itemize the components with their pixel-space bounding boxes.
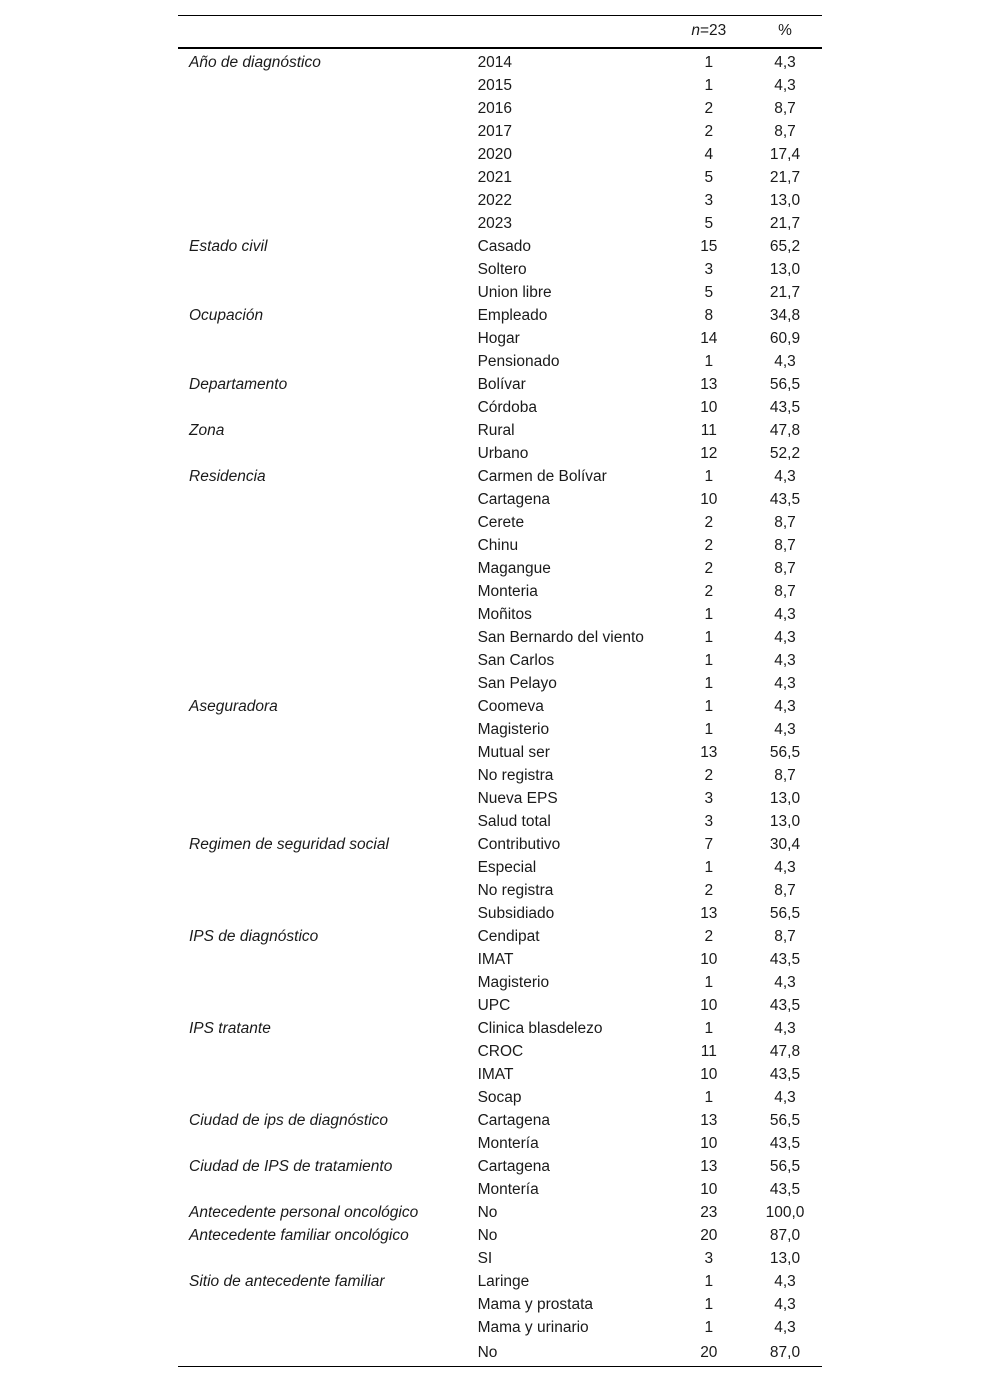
category-cell: Urbano (477, 444, 529, 462)
header-n-value: =23 (699, 22, 727, 40)
category-cell: Cartagena (477, 1111, 550, 1129)
pct-cell: 43,5 (769, 398, 801, 416)
variable-cell (178, 902, 478, 925)
header-n-italic: n (691, 22, 700, 40)
pct-cell: 65,2 (769, 237, 801, 255)
n-cell: 1 (704, 697, 714, 715)
table-row (178, 948, 822, 971)
pct-cell: 4,3 (774, 1272, 796, 1290)
category-cell: Cendipat (477, 927, 540, 945)
pct-cell: 56,5 (769, 904, 801, 922)
pct-cell: 56,5 (769, 1111, 801, 1129)
n-cell: 10 (700, 996, 718, 1014)
table-row (178, 1339, 822, 1367)
category-cell: Cerete (477, 513, 525, 531)
category-cell: No (478, 1339, 678, 1367)
category-cell: Cartagena (477, 1157, 550, 1175)
variable-cell: Regimen de seguridad social (189, 835, 389, 853)
variable-cell: Departamento (189, 375, 288, 393)
n-cell: 20 (678, 1339, 740, 1367)
pct-cell: 4,3 (774, 605, 796, 623)
category-cell: Nueva EPS (477, 789, 558, 807)
table-row (178, 1017, 822, 1040)
category-cell: Bolívar (477, 375, 526, 393)
n-cell: 1 (704, 1019, 714, 1037)
n-cell: 3 (704, 789, 714, 807)
pct-cell: 8,7 (774, 766, 796, 784)
table-row (178, 695, 822, 718)
category-cell: Casado (477, 237, 531, 255)
table-row (178, 534, 822, 557)
pct-cell: 47,8 (769, 421, 801, 439)
variable-cell (178, 350, 478, 373)
category-cell: Especial (477, 858, 537, 876)
n-cell: 2 (704, 99, 714, 117)
pct-cell: 8,7 (774, 881, 796, 899)
category-cell: Montería (477, 1180, 539, 1198)
n-cell: 5 (704, 168, 714, 186)
n-cell: 13 (700, 904, 718, 922)
n-cell: 1 (704, 76, 714, 94)
variable-cell (178, 488, 478, 511)
n-cell: 1 (704, 720, 714, 738)
category-cell: Monteria (477, 582, 538, 600)
pct-cell: 4,3 (774, 467, 796, 485)
pct-cell: 8,7 (774, 927, 796, 945)
table-row (178, 97, 822, 120)
table-row (178, 764, 822, 787)
table-row (178, 741, 822, 764)
category-cell: Moñitos (477, 605, 532, 623)
table-row (178, 48, 822, 74)
variable-cell (178, 948, 478, 971)
table-row (178, 810, 822, 833)
pct-cell: 8,7 (774, 513, 796, 531)
n-cell: 2 (704, 927, 714, 945)
n-cell: 1 (704, 467, 714, 485)
pct-cell: 56,5 (769, 743, 801, 761)
category-cell: 2021 (477, 168, 513, 186)
n-cell: 1 (704, 352, 714, 370)
table-row (178, 1178, 822, 1201)
pct-cell: 34,8 (769, 306, 801, 324)
category-cell: 2023 (477, 214, 513, 232)
variable-cell: Ciudad de ips de diagnóstico (189, 1111, 389, 1129)
variable-cell (178, 281, 478, 304)
category-cell: Cartagena (477, 490, 550, 508)
pct-cell: 21,7 (769, 214, 801, 232)
n-cell: 1 (704, 1295, 714, 1313)
pct-cell: 56,5 (769, 375, 801, 393)
variable-cell (178, 120, 478, 143)
category-cell: No registra (477, 881, 554, 899)
pct-cell: 8,7 (774, 122, 796, 140)
table-row (178, 74, 822, 97)
n-cell: 1 (704, 858, 714, 876)
header-variable (178, 16, 478, 48)
pct-cell: 30,4 (769, 835, 801, 853)
variable-cell (178, 856, 478, 879)
category-cell: Mutual ser (477, 743, 550, 761)
n-cell: 14 (700, 329, 718, 347)
table-container (178, 15, 822, 1367)
table-row (178, 350, 822, 373)
n-cell: 1 (704, 53, 714, 71)
n-cell: 1 (704, 973, 714, 991)
n-cell: 2 (704, 536, 714, 554)
table-row (178, 718, 822, 741)
category-cell: CROC (477, 1042, 524, 1060)
n-cell: 15 (700, 237, 718, 255)
category-cell: 2016 (477, 99, 513, 117)
table-row (178, 1132, 822, 1155)
n-cell: 2 (704, 582, 714, 600)
n-cell: 2 (704, 513, 714, 531)
pct-cell: 8,7 (774, 582, 796, 600)
header-row (178, 16, 822, 48)
variable-cell (178, 971, 478, 994)
variable-cell: Zona (189, 421, 225, 439)
n-cell: 23 (700, 1203, 718, 1221)
variable-cell (178, 143, 478, 166)
table-row (178, 833, 822, 856)
variable-cell (178, 166, 478, 189)
table-row (178, 488, 822, 511)
table-row (178, 557, 822, 580)
variable-cell (178, 1132, 478, 1155)
variable-cell (178, 327, 478, 350)
category-cell: IMAT (477, 1065, 514, 1083)
table-row (178, 327, 822, 350)
n-cell: 13 (700, 1157, 718, 1175)
category-cell: No (477, 1226, 498, 1244)
variable-cell (178, 580, 478, 603)
category-cell: Contributivo (477, 835, 561, 853)
category-cell: Socap (477, 1088, 522, 1106)
pct-cell: 43,5 (769, 996, 801, 1014)
variable-cell: Aseguradora (189, 697, 278, 715)
n-cell: 8 (704, 306, 714, 324)
variable-cell (178, 1339, 478, 1367)
category-cell: 2017 (477, 122, 513, 140)
n-cell: 12 (700, 444, 718, 462)
n-cell: 13 (700, 743, 718, 761)
category-cell: Clinica blasdelezo (477, 1019, 603, 1037)
pct-cell: 4,3 (774, 76, 796, 94)
variable-cell (178, 1040, 478, 1063)
n-cell: 10 (700, 1180, 718, 1198)
variable-cell: Estado civil (189, 237, 268, 255)
table-row (178, 120, 822, 143)
variable-cell: IPS de diagnóstico (189, 927, 319, 945)
table-row (178, 994, 822, 1017)
pct-cell: 60,9 (769, 329, 801, 347)
variable-cell (178, 1247, 478, 1270)
n-cell: 13 (700, 375, 718, 393)
variable-cell (178, 764, 478, 787)
pct-cell: 4,3 (774, 53, 796, 71)
table-row (178, 626, 822, 649)
pct-cell: 4,3 (774, 1088, 796, 1106)
pct-cell: 87,0 (740, 1339, 822, 1367)
category-cell: Pensionado (477, 352, 560, 370)
n-cell: 11 (700, 1042, 717, 1060)
category-cell: Rural (477, 421, 515, 439)
pct-cell: 17,4 (769, 145, 801, 163)
table-row (178, 1063, 822, 1086)
category-cell: IMAT (477, 950, 514, 968)
variable-cell (178, 1178, 478, 1201)
variable-cell: Año de diagnóstico (189, 53, 321, 71)
table-row (178, 649, 822, 672)
pct-cell: 47,8 (769, 1042, 801, 1060)
table-row (178, 281, 822, 304)
pct-cell: 43,5 (769, 1134, 801, 1152)
table-row (178, 442, 822, 465)
pct-cell: 13,0 (769, 191, 801, 209)
variable-cell: Sitio de antecedente familiar (189, 1272, 385, 1290)
table-row (178, 1270, 822, 1293)
table-row (178, 603, 822, 626)
table-row (178, 235, 822, 258)
table-row (178, 1086, 822, 1109)
variable-cell (178, 534, 478, 557)
n-cell: 1 (704, 674, 714, 692)
pct-cell: 43,5 (769, 1065, 801, 1083)
pct-cell: 8,7 (774, 99, 796, 117)
category-cell: San Pelayo (477, 674, 557, 692)
variable-cell (178, 741, 478, 764)
n-cell: 10 (700, 490, 718, 508)
table-row (178, 1247, 822, 1270)
header-n (678, 16, 740, 48)
category-cell: Mama y prostata (477, 1295, 593, 1313)
variable-cell (178, 258, 478, 281)
pct-cell: 4,3 (774, 651, 796, 669)
variable-cell (178, 212, 478, 235)
n-cell: 3 (704, 1249, 714, 1267)
category-cell: Magangue (477, 559, 551, 577)
category-cell: Córdoba (477, 398, 538, 416)
table-row (178, 1155, 822, 1178)
n-cell: 1 (704, 1088, 714, 1106)
category-cell: Salud total (477, 812, 551, 830)
n-cell: 10 (700, 1065, 718, 1083)
variable-cell (178, 718, 478, 741)
pct-cell: 13,0 (769, 812, 801, 830)
pct-cell: 100,0 (765, 1203, 805, 1221)
category-cell: 2015 (477, 76, 513, 94)
table-row (178, 166, 822, 189)
category-cell: Empleado (477, 306, 548, 324)
pct-cell: 21,7 (769, 168, 801, 186)
variable-cell (178, 511, 478, 534)
category-cell: SI (477, 1249, 493, 1267)
category-cell: San Bernardo del viento (477, 628, 644, 646)
category-cell: Coomeva (477, 697, 544, 715)
table-row (178, 511, 822, 534)
category-cell: No registra (477, 766, 554, 784)
pct-cell: 56,5 (769, 1157, 801, 1175)
n-cell: 1 (704, 628, 714, 646)
pct-cell: 43,5 (769, 950, 801, 968)
variable-cell (178, 879, 478, 902)
variable-cell (178, 189, 478, 212)
n-cell: 3 (704, 812, 714, 830)
variable-cell (178, 1293, 478, 1316)
pct-cell: 13,0 (769, 1249, 801, 1267)
pct-cell: 8,7 (774, 559, 796, 577)
header-category (478, 16, 678, 48)
n-cell: 1 (704, 1318, 714, 1336)
table-row (178, 1040, 822, 1063)
category-cell: Union libre (477, 283, 552, 301)
variable-cell (178, 626, 478, 649)
pct-cell: 4,3 (774, 628, 796, 646)
table-row (178, 787, 822, 810)
category-cell: Soltero (477, 260, 527, 278)
pct-cell: 4,3 (774, 697, 796, 715)
table-row (178, 189, 822, 212)
pct-cell: 43,5 (769, 1180, 801, 1198)
variable-cell: Antecedente familiar oncológico (189, 1226, 409, 1244)
category-cell: 2020 (477, 145, 513, 163)
variable-cell (178, 810, 478, 833)
pct-cell: 13,0 (769, 260, 801, 278)
pct-cell: 4,3 (774, 674, 796, 692)
table-row (178, 212, 822, 235)
n-cell: 10 (700, 398, 718, 416)
pct-cell: 4,3 (774, 352, 796, 370)
category-cell: Mama y urinario (477, 1318, 589, 1336)
n-cell: 10 (700, 1134, 718, 1152)
table-row (178, 925, 822, 948)
header-pct: % (740, 16, 822, 48)
category-cell: Magisterio (477, 973, 550, 991)
n-cell: 2 (704, 881, 714, 899)
table-row (178, 143, 822, 166)
variable-cell (178, 74, 478, 97)
n-cell: 1 (704, 1272, 714, 1290)
n-cell: 1 (704, 651, 714, 669)
n-cell: 2 (704, 766, 714, 784)
variable-cell (178, 442, 478, 465)
table-row (178, 304, 822, 327)
variable-cell: IPS tratante (189, 1019, 271, 1037)
variable-cell (178, 787, 478, 810)
n-cell: 2 (704, 122, 714, 140)
variable-cell (178, 994, 478, 1017)
category-cell: UPC (477, 996, 511, 1014)
variable-cell (178, 396, 478, 419)
pct-cell: 52,2 (769, 444, 801, 462)
variable-cell: Ocupación (189, 306, 264, 324)
n-cell: 7 (704, 835, 714, 853)
n-cell: 5 (704, 214, 714, 232)
table-row (178, 258, 822, 281)
table-row (178, 1201, 822, 1224)
variable-cell (178, 1086, 478, 1109)
table-row (178, 419, 822, 442)
n-cell: 10 (700, 950, 718, 968)
category-cell: Laringe (477, 1272, 530, 1290)
category-cell: Magisterio (477, 720, 550, 738)
table-row (178, 879, 822, 902)
pct-cell: 43,5 (769, 490, 801, 508)
variable-cell: Ciudad de IPS de tratamiento (189, 1157, 393, 1175)
category-cell: 2022 (477, 191, 513, 209)
variable-cell (178, 1063, 478, 1086)
pct-cell: 4,3 (774, 1019, 796, 1037)
pct-cell: 21,7 (769, 283, 801, 301)
n-cell: 4 (704, 145, 714, 163)
pct-cell: 4,3 (774, 720, 796, 738)
pct-cell: 13,0 (769, 789, 801, 807)
table-row (178, 373, 822, 396)
variable-cell (178, 603, 478, 626)
table-row (178, 396, 822, 419)
table-row (178, 465, 822, 488)
pct-cell: 4,3 (774, 858, 796, 876)
n-cell: 1 (704, 605, 714, 623)
table-body (178, 48, 822, 1367)
pct-cell: 8,7 (774, 536, 796, 554)
category-cell: Hogar (477, 329, 520, 347)
category-cell: 2014 (477, 53, 513, 71)
table-header (178, 16, 822, 48)
table-row (178, 971, 822, 994)
variable-cell (178, 672, 478, 695)
variable-cell (178, 97, 478, 120)
variable-cell (178, 649, 478, 672)
category-cell: Carmen de Bolívar (477, 467, 607, 485)
pct-cell: 4,3 (774, 1295, 796, 1313)
variable-cell (178, 557, 478, 580)
n-cell: 20 (700, 1226, 718, 1244)
table-row (178, 856, 822, 879)
pct-cell: 4,3 (774, 973, 796, 991)
variable-cell: Antecedente personal oncológico (189, 1203, 419, 1221)
n-cell: 13 (700, 1111, 718, 1129)
n-cell: 3 (704, 260, 714, 278)
data-table (178, 15, 822, 1367)
category-cell: No (477, 1203, 498, 1221)
variable-cell (178, 1316, 478, 1339)
n-cell: 5 (704, 283, 714, 301)
pct-cell: 4,3 (774, 1318, 796, 1336)
n-cell: 3 (704, 191, 714, 209)
category-cell: San Carlos (477, 651, 555, 669)
category-cell: Subsidiado (477, 904, 555, 922)
table-row (178, 1316, 822, 1339)
category-cell: Montería (477, 1134, 539, 1152)
pct-cell: 87,0 (769, 1226, 801, 1244)
table-row (178, 902, 822, 925)
variable-cell: Residencia (189, 467, 266, 485)
table-row (178, 672, 822, 695)
n-cell: 2 (704, 559, 714, 577)
category-cell: Chinu (477, 536, 519, 554)
table-row (178, 1224, 822, 1247)
table-row (178, 1293, 822, 1316)
table-row (178, 1109, 822, 1132)
table-row (178, 580, 822, 603)
n-cell: 11 (700, 421, 717, 439)
